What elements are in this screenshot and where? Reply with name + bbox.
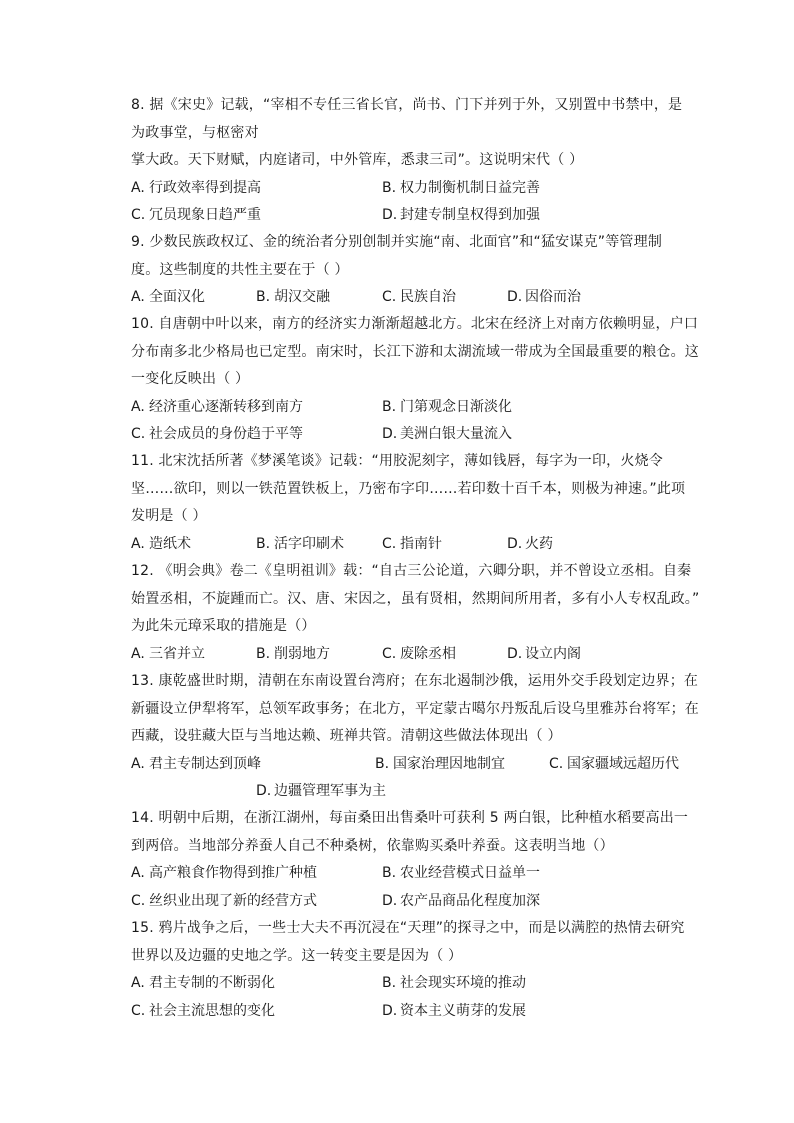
option-text: 造纸术 [149,535,191,552]
question-10 [131,311,699,449]
question-15 [131,915,691,1025]
option-c[interactable] [131,888,317,916]
option-text: 社会主流思想的变化 [149,1002,275,1019]
question-stem-line: 14. 明朝中后期，在浙江湖州，每亩桑田出售桑叶可获利 5 两白银，比种植水稻要高出一 [131,810,689,826]
option-c[interactable] [382,531,442,559]
option-a[interactable] [131,284,205,312]
option-text: 社会成员的身份趋于平等 [149,426,303,442]
option-text: 行政效率得到提高 [149,179,261,196]
option-text: 经济重心逐渐转移到南方 [149,398,303,415]
option-d[interactable] [382,998,526,1026]
option-letter: A. [131,755,145,772]
question-stem-line: 世界以及边疆的史地之学。这一转变主要是因为（ ） [131,947,463,964]
option-d[interactable] [382,202,540,230]
option-letter: B. [382,179,397,196]
option-d[interactable] [382,888,540,916]
option-letter: A. [131,865,145,881]
option-b[interactable] [382,394,512,422]
option-letter: D. [382,207,398,223]
option-letter: A. [131,398,145,415]
option-text: 胡汉交融 [274,289,330,305]
option-text: 君主专制的不断弱化 [149,975,275,991]
option-text: 美洲白银大量流入 [400,426,512,442]
option-row [131,394,691,422]
option-row [131,284,691,312]
question-stem-line: 发明是（ ） [131,508,207,524]
option-letter: B. [382,398,397,415]
option-b[interactable] [382,860,540,888]
option-letter: B. [375,755,390,772]
option-text: 边疆管理军事为主 [274,783,386,799]
option-text: 门第观念日渐淡化 [400,398,512,415]
option-letter: C. [549,755,564,772]
question-stem-line: 为此朱元璋采取的措施是（） [131,618,316,634]
option-row [131,888,691,916]
option-row [131,421,691,449]
question-11 [131,448,691,558]
option-letter: A. [131,179,145,196]
option-c[interactable] [131,998,275,1026]
question-stem-line: 8. 据《宋史》记载，“宰相不专任三省长官，尚书、门下并列于外，又别置中书禁中，是 [131,97,683,113]
option-row [131,175,691,203]
question-stem-line: 坚……欲印，则以一铁范置铁板上，乃密布字印……若印数十百千本，则极为神速。”此项 [131,480,686,497]
option-letter: B. [382,865,397,881]
option-letter: C. [131,1002,146,1019]
option-text: 火药 [525,535,553,552]
option-text: 农产品商品化程度加深 [400,892,540,909]
option-b[interactable] [382,970,526,998]
option-letter: C. [131,207,146,223]
option-letter: B. [256,289,271,305]
option-row [131,531,691,559]
option-a[interactable] [131,860,317,888]
question-stem-line: 10. 自唐朝中叶以来，南方的经济实力渐渐超越北方。北宋在经济上对南方依赖明显，户口 [131,316,699,332]
option-text: 封建专制皇权得到加强 [400,207,540,223]
question-stem-line: 12. 《明会典》卷二《皇明祖训》载：“自古三公论道，六卿分职，并不曾设立丞相。自秦 [131,563,692,579]
option-text: 削弱地方 [274,645,330,662]
option-c[interactable] [549,751,679,779]
option-text: 社会现实环境的推动 [400,975,526,991]
option-row [131,860,691,888]
option-letter: C. [382,289,397,305]
option-letter: A. [131,645,145,662]
option-b[interactable] [375,751,505,779]
option-letter: A. [131,975,145,991]
option-letter: C. [131,892,146,909]
option-d[interactable] [382,421,512,449]
question-stem-line: 一变化反映出（ ） [131,371,250,387]
option-letter: B. [256,645,271,662]
option-b[interactable] [256,641,330,669]
option-text: 指南针 [400,535,442,552]
question-stem-line: 为政事堂，与枢密对 [131,124,259,141]
option-text: 设立内阁 [525,645,581,662]
option-a[interactable] [131,175,261,203]
option-letter: D. [382,892,398,909]
option-letter: D. [382,426,398,442]
question-stem-line: 到两倍。当地部分养蚕人自己不种桑树，依靠购买桑叶养蚕。这表明当地（） [131,837,614,854]
option-a[interactable] [131,531,191,559]
option-text: 国家疆域远超历代 [567,755,679,772]
option-letter: D. [507,535,523,552]
question-stem-line: 15. 鸦片战争之后，一些士大夫不再沉浸在“天理”的探寻之中，而是以满腔的热情去研究 [131,920,685,936]
question-8 [131,92,691,230]
option-text: 农业经营模式日益单一 [400,865,540,881]
question-stem-line: 分布南多北少格局也已定型。南宋时，长江下游和太湖流域一带成为全国最重要的粮仓。这 [131,343,699,360]
option-text: 冗员现象日趋严重 [149,207,261,223]
option-a[interactable] [131,970,275,998]
question-14 [131,805,691,915]
option-row [131,998,691,1026]
question-stem-line: 11. 北宋沈括所著《梦溪笔谈》记载：“用胶泥刻字，薄如钱唇，每字为一印，火烧令 [131,453,663,469]
option-letter: B. [382,975,397,991]
question-stem-line: 9. 少数民族政权辽、金的统治者分别创制并实施“南、北面官”和“猛安谋克”等管理制 [131,234,663,250]
option-text: 因俗而治 [525,289,581,305]
option-c[interactable] [131,202,261,230]
option-row [131,202,691,230]
option-text: 国家治理因地制宜 [393,755,505,772]
option-b[interactable] [256,531,344,559]
question-stem-line: 新疆设立伊犁将军，总领军政事务；在北方，平定蒙古噶尔丹叛乱后设乌里雅苏台将军；在 [131,700,699,717]
option-text: 三省并立 [149,645,205,662]
question-stem-line: 始置丞相，不旋踵而亡。汉、唐、宋因之，虽有贤相，然期间所用者，多有小人专权乱政。” [131,590,700,607]
question-stem-line: 13. 康乾盛世时期，清朝在东南设置台湾府；在东北遏制沙俄，运用外交手段划定边界；在 [131,673,699,689]
option-text: 废除丞相 [400,645,456,662]
option-text: 全面汉化 [149,289,205,305]
option-d[interactable] [507,531,553,559]
option-letter: D. [382,1002,398,1019]
option-row [131,970,691,998]
option-letter: C. [382,535,397,552]
option-letter: D. [256,783,272,799]
question-12 [131,558,700,668]
option-d[interactable] [507,641,581,669]
option-b[interactable] [382,175,540,203]
option-d[interactable] [507,284,581,312]
option-row [131,778,691,806]
option-a[interactable] [131,751,261,779]
option-c[interactable] [382,641,456,669]
option-text: 资本主义萌芽的发展 [400,1002,526,1019]
option-text: 丝织业出现了新的经营方式 [149,892,317,909]
option-letter: A. [131,535,145,552]
option-d[interactable] [256,778,386,806]
question-stem-line: 西藏，设驻藏大臣与当地达赖、班禅共管。清朝这些做法体现出（ ） [131,728,562,744]
question-stem-line: 度。这些制度的共性主要在于（ ） [131,261,349,278]
option-a[interactable] [131,641,205,669]
option-letter: D. [507,289,523,305]
option-letter: A. [131,289,145,305]
option-b[interactable] [256,284,330,312]
option-letter: B. [256,535,271,552]
option-text: 民族自治 [400,289,456,305]
option-row [131,751,691,779]
option-text: 权力制衡机制日益完善 [400,179,540,196]
option-letter: C. [382,645,397,662]
option-row [131,641,691,669]
option-text: 君主专制达到顶峰 [149,755,261,772]
option-text: 活字印刷术 [274,535,344,552]
option-letter: C. [131,426,146,442]
option-a[interactable] [131,394,303,422]
question-13 [131,668,699,806]
option-text: 高产粮食作物得到推广种植 [149,865,317,881]
option-letter: D. [507,645,523,662]
question-9 [131,229,691,312]
option-c[interactable] [382,284,456,312]
question-stem-line: 掌大政。天下财赋，内庭诸司，中外管库，悉隶三司”。这说明宋代（ ） [131,152,584,168]
option-c[interactable] [131,421,303,449]
